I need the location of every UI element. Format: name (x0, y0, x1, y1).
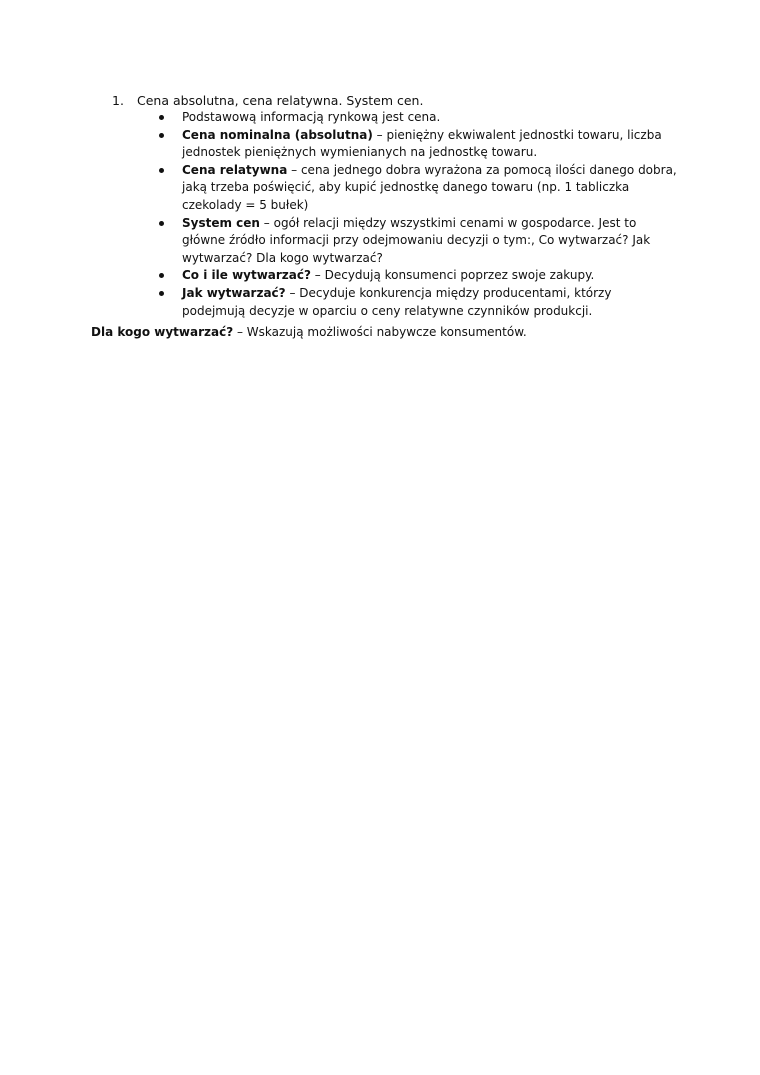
bullet-dot-icon (159, 273, 164, 278)
bullet-dot-icon (159, 291, 164, 296)
bullet-term: Cena nominalna (absolutna) (182, 127, 373, 142)
bullet-term: System cen (182, 215, 260, 230)
bullet-text: – ogół relacji między wszystkimi cenami w gospodarce. Jest to główne źródło informacji przy odejmowaniu decyzji o tym:, Co wytwarzać? Jak wytwarzać? Dla kogo wytwarzać? (182, 215, 651, 265)
bullet-item (157, 215, 677, 268)
closing-line (91, 324, 527, 342)
bullet-text: Podstawową informacją rynkową jest cena. (182, 110, 441, 124)
bullet-text: – pieniężny ekwiwalent jednostki towaru, liczba jednostek pieniężnych wymienianych na jednostkę towaru. (182, 127, 662, 160)
bullet-list (157, 109, 677, 320)
bullet-dot-icon (159, 221, 164, 226)
list-item-title: Cena absolutna, cena relatywna. System cen. (137, 93, 424, 108)
bullet-term: Cena relatywna (182, 162, 288, 177)
bullet-text: – Decydują konsumenci poprzez swoje zakupy. (310, 268, 595, 283)
list-item-number: 1. (112, 93, 124, 108)
list-item-heading (112, 92, 423, 110)
bullet-term: Co i ile wytwarzać? (182, 268, 311, 283)
bullet-dot-icon (159, 168, 164, 173)
bullet-item (157, 267, 677, 285)
bullet-dot-icon (159, 115, 164, 120)
closing-text: – Wskazują możliwości nabywcze konsumentów. (233, 325, 527, 339)
bullet-term: Jak wytwarzać? (182, 285, 286, 300)
bullet-text: – cena jednego dobra wyrażona za pomocą ilości danego dobra, jaką trzeba poświęcić, aby kupić jednostkę danego towaru (np. 1 tabliczka czekolady = 5 bułek) (182, 162, 677, 212)
closing-term: Dla kogo wytwarzać? (91, 325, 234, 339)
bullet-text: – Decyduje konkurencja między producentami, którzy podejmują decyzje w oparciu o ceny relatywne czynników produkcji. (182, 285, 612, 318)
bullet-item (157, 162, 677, 215)
bullet-dot-icon (159, 133, 164, 138)
bullet-item (157, 109, 677, 127)
bullet-item (157, 127, 677, 162)
bullet-item (157, 285, 677, 320)
